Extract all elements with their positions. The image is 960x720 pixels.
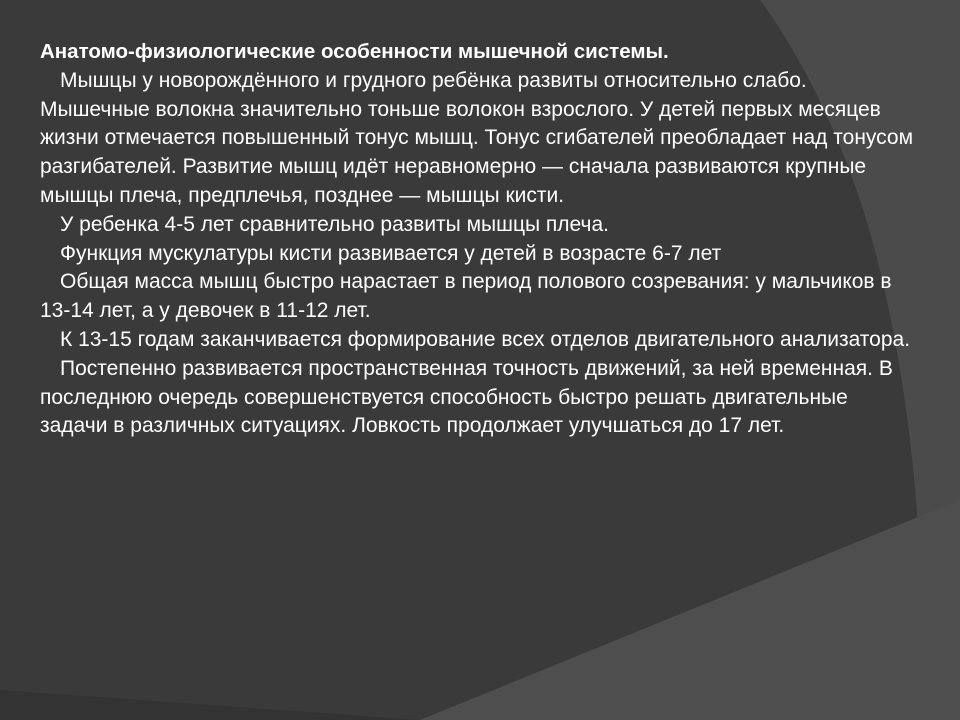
paragraph-2: У ребенка 4-5 лет сравнительно развиты мышцы плеча. [60,212,609,236]
paragraph-1: Мышцы у новорождённого и грудного ребёнка развиты относительно слабо. Мышечные волокна значительно тоньше волокон взрослого. У детей первых месяцев жизни отмечается повышенный тонус мышц. Тонус сгибателей преобладает над тонусом разгибателей. Развитие мышц идёт неравномерно — сначала развиваются крупные мышцы плеча, предплечья, позднее — мышцы кисти. [40,68,914,207]
slide-content [40,38,920,441]
paragraph-4: Общая масса мышц быстро нарастает в период полового созревания: у мальчиков в 13-14 лет, а у девочек в 11-12 лет. [40,270,892,323]
paragraph-6: Постепенно развивается пространственная точность движений, за ней временная. В последнюю очередь совершенствуется способность быстро решать двигательные задачи в различных ситуациях. Ловкость продолжает улучшаться до 17 лет. [40,356,893,438]
paragraph-5: К 13-15 годам заканчивается формирование всех отделов двигательного анализатора. [60,327,911,351]
paragraph-3: Функция мускулатуры кисти развивается у детей в возрасте 6-7 лет [60,241,722,265]
slide-title: Анатомо-физиологические особенности мышечной системы. [40,40,669,63]
